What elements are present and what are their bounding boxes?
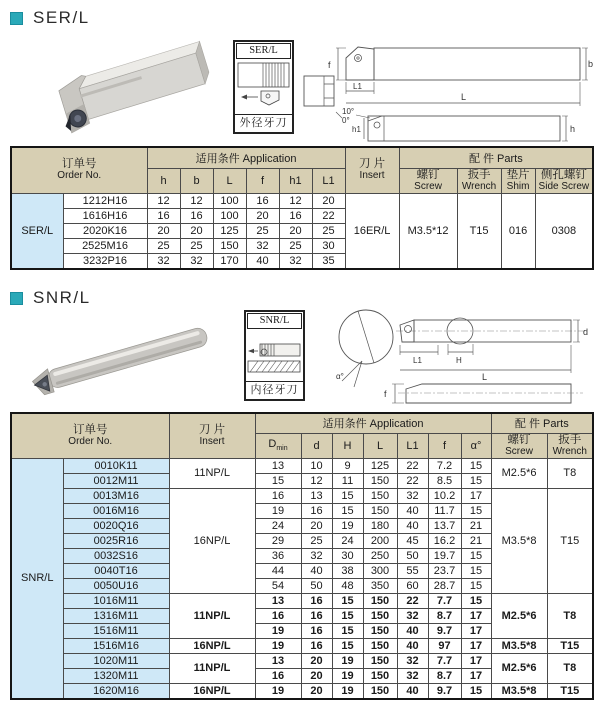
value-cell: 50 bbox=[301, 578, 332, 593]
value-cell: 21 bbox=[461, 518, 491, 533]
order-no-cell: 1316M11 bbox=[63, 608, 169, 623]
header-col-alpha: α° bbox=[461, 433, 491, 458]
value-cell: 40 bbox=[397, 683, 428, 699]
value-cell: 22 bbox=[397, 458, 428, 473]
header-col-shim: 垫片 Shim bbox=[501, 168, 535, 193]
value-cell: 16 bbox=[255, 668, 301, 683]
value-cell: 9 bbox=[332, 458, 363, 473]
value-cell: 15 bbox=[332, 503, 363, 518]
value-cell: 38 bbox=[332, 563, 363, 578]
value-cell: 13 bbox=[255, 593, 301, 608]
order-no-cell: 3232P16 bbox=[63, 253, 147, 269]
value-cell: 15 bbox=[461, 593, 491, 608]
svg-text:α°: α° bbox=[336, 372, 344, 381]
header-col-f: f bbox=[246, 168, 279, 193]
ser-section-title bbox=[10, 8, 90, 28]
table-body bbox=[11, 193, 593, 269]
header-col-dmin: $D_{min}$ bbox=[255, 433, 301, 458]
header-col-screw: 螺钉 Screw bbox=[491, 433, 547, 458]
screw-cell: M3.5*8 bbox=[491, 683, 547, 699]
table-body bbox=[11, 458, 593, 699]
value-cell: 170 bbox=[213, 253, 246, 269]
order-no-cell: 1516M11 bbox=[63, 623, 169, 638]
order-no-cell: 2020K16 bbox=[63, 223, 147, 238]
header-col-L1: L1 bbox=[397, 433, 428, 458]
value-cell: 16 bbox=[301, 593, 332, 608]
svg-text:H: H bbox=[456, 356, 462, 365]
value-cell: 40 bbox=[397, 623, 428, 638]
value-cell: 15 bbox=[461, 683, 491, 699]
value-cell: 19 bbox=[255, 638, 301, 653]
value-cell: 12 bbox=[279, 193, 312, 208]
value-cell: 48 bbox=[332, 578, 363, 593]
screw-cell: M3.5*8 bbox=[491, 638, 547, 653]
snr-section-title bbox=[10, 288, 91, 308]
screw-cell: M3.5*8 bbox=[491, 488, 547, 593]
value-cell: 15 bbox=[332, 488, 363, 503]
value-cell: 200 bbox=[363, 533, 397, 548]
snr-spec-table bbox=[10, 412, 594, 700]
value-cell: 60 bbox=[397, 578, 428, 593]
value-cell: 13 bbox=[255, 458, 301, 473]
value-cell: 9.7 bbox=[428, 623, 461, 638]
value-cell: 25 bbox=[246, 223, 279, 238]
order-no-cell: 2525M16 bbox=[63, 238, 147, 253]
insert-cell: 16ER/L bbox=[345, 193, 399, 269]
value-cell: 25 bbox=[301, 533, 332, 548]
value-cell: 16 bbox=[246, 193, 279, 208]
snr-tool-photo bbox=[22, 310, 232, 408]
value-cell: 7.2 bbox=[428, 458, 461, 473]
value-cell: 19 bbox=[255, 503, 301, 518]
value-cell: 40 bbox=[397, 503, 428, 518]
value-cell: 24 bbox=[255, 518, 301, 533]
value-cell: 15 bbox=[461, 473, 491, 488]
value-cell: 150 bbox=[363, 503, 397, 518]
table-row bbox=[11, 593, 593, 608]
value-cell: 32 bbox=[397, 608, 428, 623]
wrench-cell: T8 bbox=[547, 653, 593, 683]
svg-text:0°: 0° bbox=[342, 116, 350, 125]
diagram-box-caption: 内径牙刀 bbox=[246, 381, 303, 399]
value-cell: 15 bbox=[461, 458, 491, 473]
diagram-box-drawing bbox=[235, 60, 292, 114]
value-cell: 21 bbox=[461, 533, 491, 548]
value-cell: 7.7 bbox=[428, 593, 461, 608]
value-cell: 250 bbox=[363, 548, 397, 563]
value-cell: 15 bbox=[461, 503, 491, 518]
section-title-text: SNR/L bbox=[33, 288, 91, 307]
value-cell: 16 bbox=[301, 623, 332, 638]
value-cell: 19 bbox=[255, 623, 301, 638]
order-no-cell: 0050U16 bbox=[63, 578, 169, 593]
screw-cell: M3.5*12 bbox=[399, 193, 457, 269]
value-cell: 12 bbox=[147, 193, 180, 208]
value-cell: 125 bbox=[213, 223, 246, 238]
value-cell: 30 bbox=[312, 238, 345, 253]
value-cell: 100 bbox=[213, 208, 246, 223]
value-cell: 150 bbox=[363, 608, 397, 623]
order-no-cell: 0020Q16 bbox=[63, 518, 169, 533]
value-cell: 13 bbox=[301, 488, 332, 503]
ser-dimension-drawing bbox=[298, 28, 595, 147]
value-cell: 16 bbox=[301, 608, 332, 623]
screw-cell: M2.5*6 bbox=[491, 458, 547, 488]
table-row bbox=[11, 193, 593, 208]
ser-spec-table bbox=[10, 146, 594, 270]
header-order-no: 订单号 Order No. bbox=[11, 413, 169, 458]
value-cell: 20 bbox=[312, 193, 345, 208]
value-cell: 15 bbox=[255, 473, 301, 488]
value-cell: 19.7 bbox=[428, 548, 461, 563]
value-cell: 150 bbox=[363, 638, 397, 653]
value-cell: 10.2 bbox=[428, 488, 461, 503]
svg-text:10°: 10° bbox=[342, 107, 355, 116]
value-cell: 17 bbox=[461, 668, 491, 683]
value-cell: 40 bbox=[397, 518, 428, 533]
value-cell: 25 bbox=[180, 238, 213, 253]
table-row bbox=[11, 638, 593, 653]
svg-text:h1: h1 bbox=[352, 125, 361, 134]
value-cell: 17 bbox=[461, 638, 491, 653]
svg-text:L: L bbox=[482, 372, 488, 382]
value-cell: 20 bbox=[246, 208, 279, 223]
wrench-cell: T8 bbox=[547, 458, 593, 488]
value-cell: 15 bbox=[461, 578, 491, 593]
value-cell: 40 bbox=[397, 638, 428, 653]
value-cell: 45 bbox=[397, 533, 428, 548]
order-no-cell: 1016M11 bbox=[63, 593, 169, 608]
value-cell: 40 bbox=[246, 253, 279, 269]
insert-cell: 11NP/L bbox=[169, 593, 255, 638]
value-cell: 55 bbox=[397, 563, 428, 578]
order-no-cell: 1320M11 bbox=[63, 668, 169, 683]
table-row bbox=[11, 653, 593, 668]
value-cell: 32 bbox=[279, 253, 312, 269]
snr-dimension-drawing bbox=[328, 297, 595, 409]
value-cell: 44 bbox=[255, 563, 301, 578]
order-no-cell: 0013M16 bbox=[63, 488, 169, 503]
header-col-wrench: 扳手 Wrench bbox=[457, 168, 501, 193]
svg-text:d: d bbox=[583, 327, 589, 337]
value-cell: 19 bbox=[332, 653, 363, 668]
value-cell: 32 bbox=[180, 253, 213, 269]
value-cell: 16.2 bbox=[428, 533, 461, 548]
header-col-h: h bbox=[147, 168, 180, 193]
value-cell: 19 bbox=[332, 683, 363, 699]
header-col-L1: L1 bbox=[312, 168, 345, 193]
svg-text:f: f bbox=[328, 60, 331, 70]
value-cell: 32 bbox=[397, 488, 428, 503]
value-cell: 17 bbox=[461, 623, 491, 638]
diagram-box-title: SNR/L bbox=[247, 313, 302, 329]
insert-cell: 11NP/L bbox=[169, 458, 255, 488]
value-cell: 150 bbox=[363, 488, 397, 503]
value-cell: 10 bbox=[301, 458, 332, 473]
wrench-cell: T15 bbox=[547, 683, 593, 699]
value-cell: 22 bbox=[312, 208, 345, 223]
order-no-cell: 0040T16 bbox=[63, 563, 169, 578]
value-cell: 150 bbox=[363, 653, 397, 668]
value-cell: 12 bbox=[301, 473, 332, 488]
value-cell: 17 bbox=[461, 488, 491, 503]
insert-cell: 16NP/L bbox=[169, 638, 255, 653]
series-label-cell: SER/L bbox=[11, 193, 63, 269]
value-cell: 50 bbox=[397, 548, 428, 563]
value-cell: 24 bbox=[332, 533, 363, 548]
value-cell: 8.7 bbox=[428, 668, 461, 683]
insert-cell: 11NP/L bbox=[169, 653, 255, 683]
wrench-cell: T15 bbox=[547, 488, 593, 593]
value-cell: 20 bbox=[147, 223, 180, 238]
value-cell: 22 bbox=[397, 473, 428, 488]
side-screw-cell: 0308 bbox=[535, 193, 593, 269]
order-no-cell: 1620M16 bbox=[63, 683, 169, 699]
value-cell: 17 bbox=[461, 653, 491, 668]
header-col-b: b bbox=[180, 168, 213, 193]
value-cell: 28.7 bbox=[428, 578, 461, 593]
value-cell: 150 bbox=[363, 593, 397, 608]
value-cell: 97 bbox=[428, 638, 461, 653]
value-cell: 13 bbox=[255, 653, 301, 668]
header-insert: 刀 片 Insert bbox=[345, 147, 399, 193]
wrench-cell: T8 bbox=[547, 593, 593, 638]
header-parts: 配 件 Parts bbox=[491, 413, 593, 433]
order-no-cell: 0010K11 bbox=[63, 458, 169, 473]
value-cell: 15 bbox=[332, 638, 363, 653]
value-cell: 7.7 bbox=[428, 653, 461, 668]
value-cell: 29 bbox=[255, 533, 301, 548]
section-bullet-icon bbox=[10, 12, 23, 25]
value-cell: 19 bbox=[332, 668, 363, 683]
diagram-box-caption: 外径牙刀 bbox=[235, 114, 292, 132]
order-no-cell: 0025R16 bbox=[63, 533, 169, 548]
value-cell: 150 bbox=[363, 668, 397, 683]
value-cell: 150 bbox=[213, 238, 246, 253]
header-col-L: L bbox=[213, 168, 246, 193]
diagram-box-drawing bbox=[246, 330, 303, 381]
order-no-cell: 1020M11 bbox=[63, 653, 169, 668]
value-cell: 100 bbox=[213, 193, 246, 208]
table-header bbox=[11, 413, 593, 458]
value-cell: 25 bbox=[147, 238, 180, 253]
header-col-h1: h1 bbox=[279, 168, 312, 193]
svg-text:L1: L1 bbox=[413, 356, 422, 365]
value-cell: 300 bbox=[363, 563, 397, 578]
value-cell: 32 bbox=[397, 668, 428, 683]
value-cell: 16 bbox=[279, 208, 312, 223]
snr-application-diagram bbox=[244, 310, 305, 401]
order-no-cell: 1212H16 bbox=[63, 193, 147, 208]
header-col-wrench: 扳手 Wrench bbox=[547, 433, 593, 458]
header-insert: 刀 片 Insert bbox=[169, 413, 255, 458]
ser-application-diagram bbox=[233, 40, 294, 134]
header-col-d: d bbox=[301, 433, 332, 458]
order-no-cell: 0032S16 bbox=[63, 548, 169, 563]
value-cell: 20 bbox=[180, 223, 213, 238]
value-cell: 9.7 bbox=[428, 683, 461, 699]
order-no-cell: 0012M11 bbox=[63, 473, 169, 488]
value-cell: 30 bbox=[332, 548, 363, 563]
value-cell: 16 bbox=[255, 608, 301, 623]
value-cell: 32 bbox=[246, 238, 279, 253]
value-cell: 16 bbox=[147, 208, 180, 223]
shim-cell: 016 bbox=[501, 193, 535, 269]
table-header bbox=[11, 147, 593, 193]
value-cell: 15 bbox=[461, 548, 491, 563]
value-cell: 16 bbox=[301, 503, 332, 518]
value-cell: 11.7 bbox=[428, 503, 461, 518]
value-cell: 8.7 bbox=[428, 608, 461, 623]
value-cell: 150 bbox=[363, 473, 397, 488]
value-cell: 22 bbox=[397, 593, 428, 608]
insert-cell: 16NP/L bbox=[169, 488, 255, 593]
value-cell: 125 bbox=[363, 458, 397, 473]
order-no-cell: 1616H16 bbox=[63, 208, 147, 223]
header-col-f: f bbox=[428, 433, 461, 458]
value-cell: 15 bbox=[332, 608, 363, 623]
insert-cell: 16NP/L bbox=[169, 683, 255, 699]
value-cell: 20 bbox=[301, 683, 332, 699]
value-cell: 13.7 bbox=[428, 518, 461, 533]
value-cell: 35 bbox=[312, 253, 345, 269]
header-application: 适用条件 Application bbox=[255, 413, 491, 433]
value-cell: 150 bbox=[363, 683, 397, 699]
series-label-cell: SNR/L bbox=[11, 458, 63, 699]
value-cell: 15 bbox=[461, 563, 491, 578]
table-row bbox=[11, 683, 593, 699]
value-cell: 11 bbox=[332, 473, 363, 488]
value-cell: 12 bbox=[180, 193, 213, 208]
header-order-no: 订单号 Order No. bbox=[11, 147, 147, 193]
value-cell: 15 bbox=[332, 623, 363, 638]
value-cell: 20 bbox=[301, 518, 332, 533]
header-parts: 配 件 Parts bbox=[399, 147, 593, 168]
value-cell: 32 bbox=[147, 253, 180, 269]
value-cell: 15 bbox=[332, 593, 363, 608]
ser-tool-photo bbox=[48, 36, 213, 141]
header-application: 适用条件 Application bbox=[147, 147, 345, 168]
diagram-box-title: SER/L bbox=[236, 43, 291, 59]
wrench-cell: T15 bbox=[457, 193, 501, 269]
value-cell: 36 bbox=[255, 548, 301, 563]
wrench-cell: T15 bbox=[547, 638, 593, 653]
value-cell: 54 bbox=[255, 578, 301, 593]
value-cell: 32 bbox=[301, 548, 332, 563]
value-cell: 25 bbox=[312, 223, 345, 238]
svg-text:L1: L1 bbox=[353, 82, 362, 91]
value-cell: 32 bbox=[397, 653, 428, 668]
svg-text:b: b bbox=[588, 59, 594, 69]
svg-text:f: f bbox=[384, 389, 387, 399]
value-cell: 20 bbox=[279, 223, 312, 238]
table-row bbox=[11, 488, 593, 503]
header-col-L: L bbox=[363, 433, 397, 458]
value-cell: 19 bbox=[255, 683, 301, 699]
section-title-text: SER/L bbox=[33, 8, 90, 27]
value-cell: 20 bbox=[301, 653, 332, 668]
svg-text:h: h bbox=[570, 124, 576, 134]
section-bullet-icon bbox=[10, 292, 23, 305]
table-row bbox=[11, 458, 593, 473]
svg-text:L: L bbox=[461, 92, 467, 102]
value-cell: 17 bbox=[461, 608, 491, 623]
value-cell: 16 bbox=[301, 638, 332, 653]
value-cell: 19 bbox=[332, 518, 363, 533]
value-cell: 20 bbox=[301, 668, 332, 683]
value-cell: 16 bbox=[255, 488, 301, 503]
value-cell: 150 bbox=[363, 623, 397, 638]
value-cell: 180 bbox=[363, 518, 397, 533]
value-cell: 23.7 bbox=[428, 563, 461, 578]
value-cell: 40 bbox=[301, 563, 332, 578]
value-cell: 25 bbox=[279, 238, 312, 253]
value-cell: 350 bbox=[363, 578, 397, 593]
value-cell: 16 bbox=[180, 208, 213, 223]
order-no-cell: 1516M16 bbox=[63, 638, 169, 653]
header-col-side-screw: 侧孔螺钉 Side Screw bbox=[535, 168, 593, 193]
header-col-H: H bbox=[332, 433, 363, 458]
screw-cell: M2.5*6 bbox=[491, 653, 547, 683]
screw-cell: M2.5*6 bbox=[491, 593, 547, 638]
value-cell: 8.5 bbox=[428, 473, 461, 488]
order-no-cell: 0016M16 bbox=[63, 503, 169, 518]
header-col-screw: 螺钉 Screw bbox=[399, 168, 457, 193]
